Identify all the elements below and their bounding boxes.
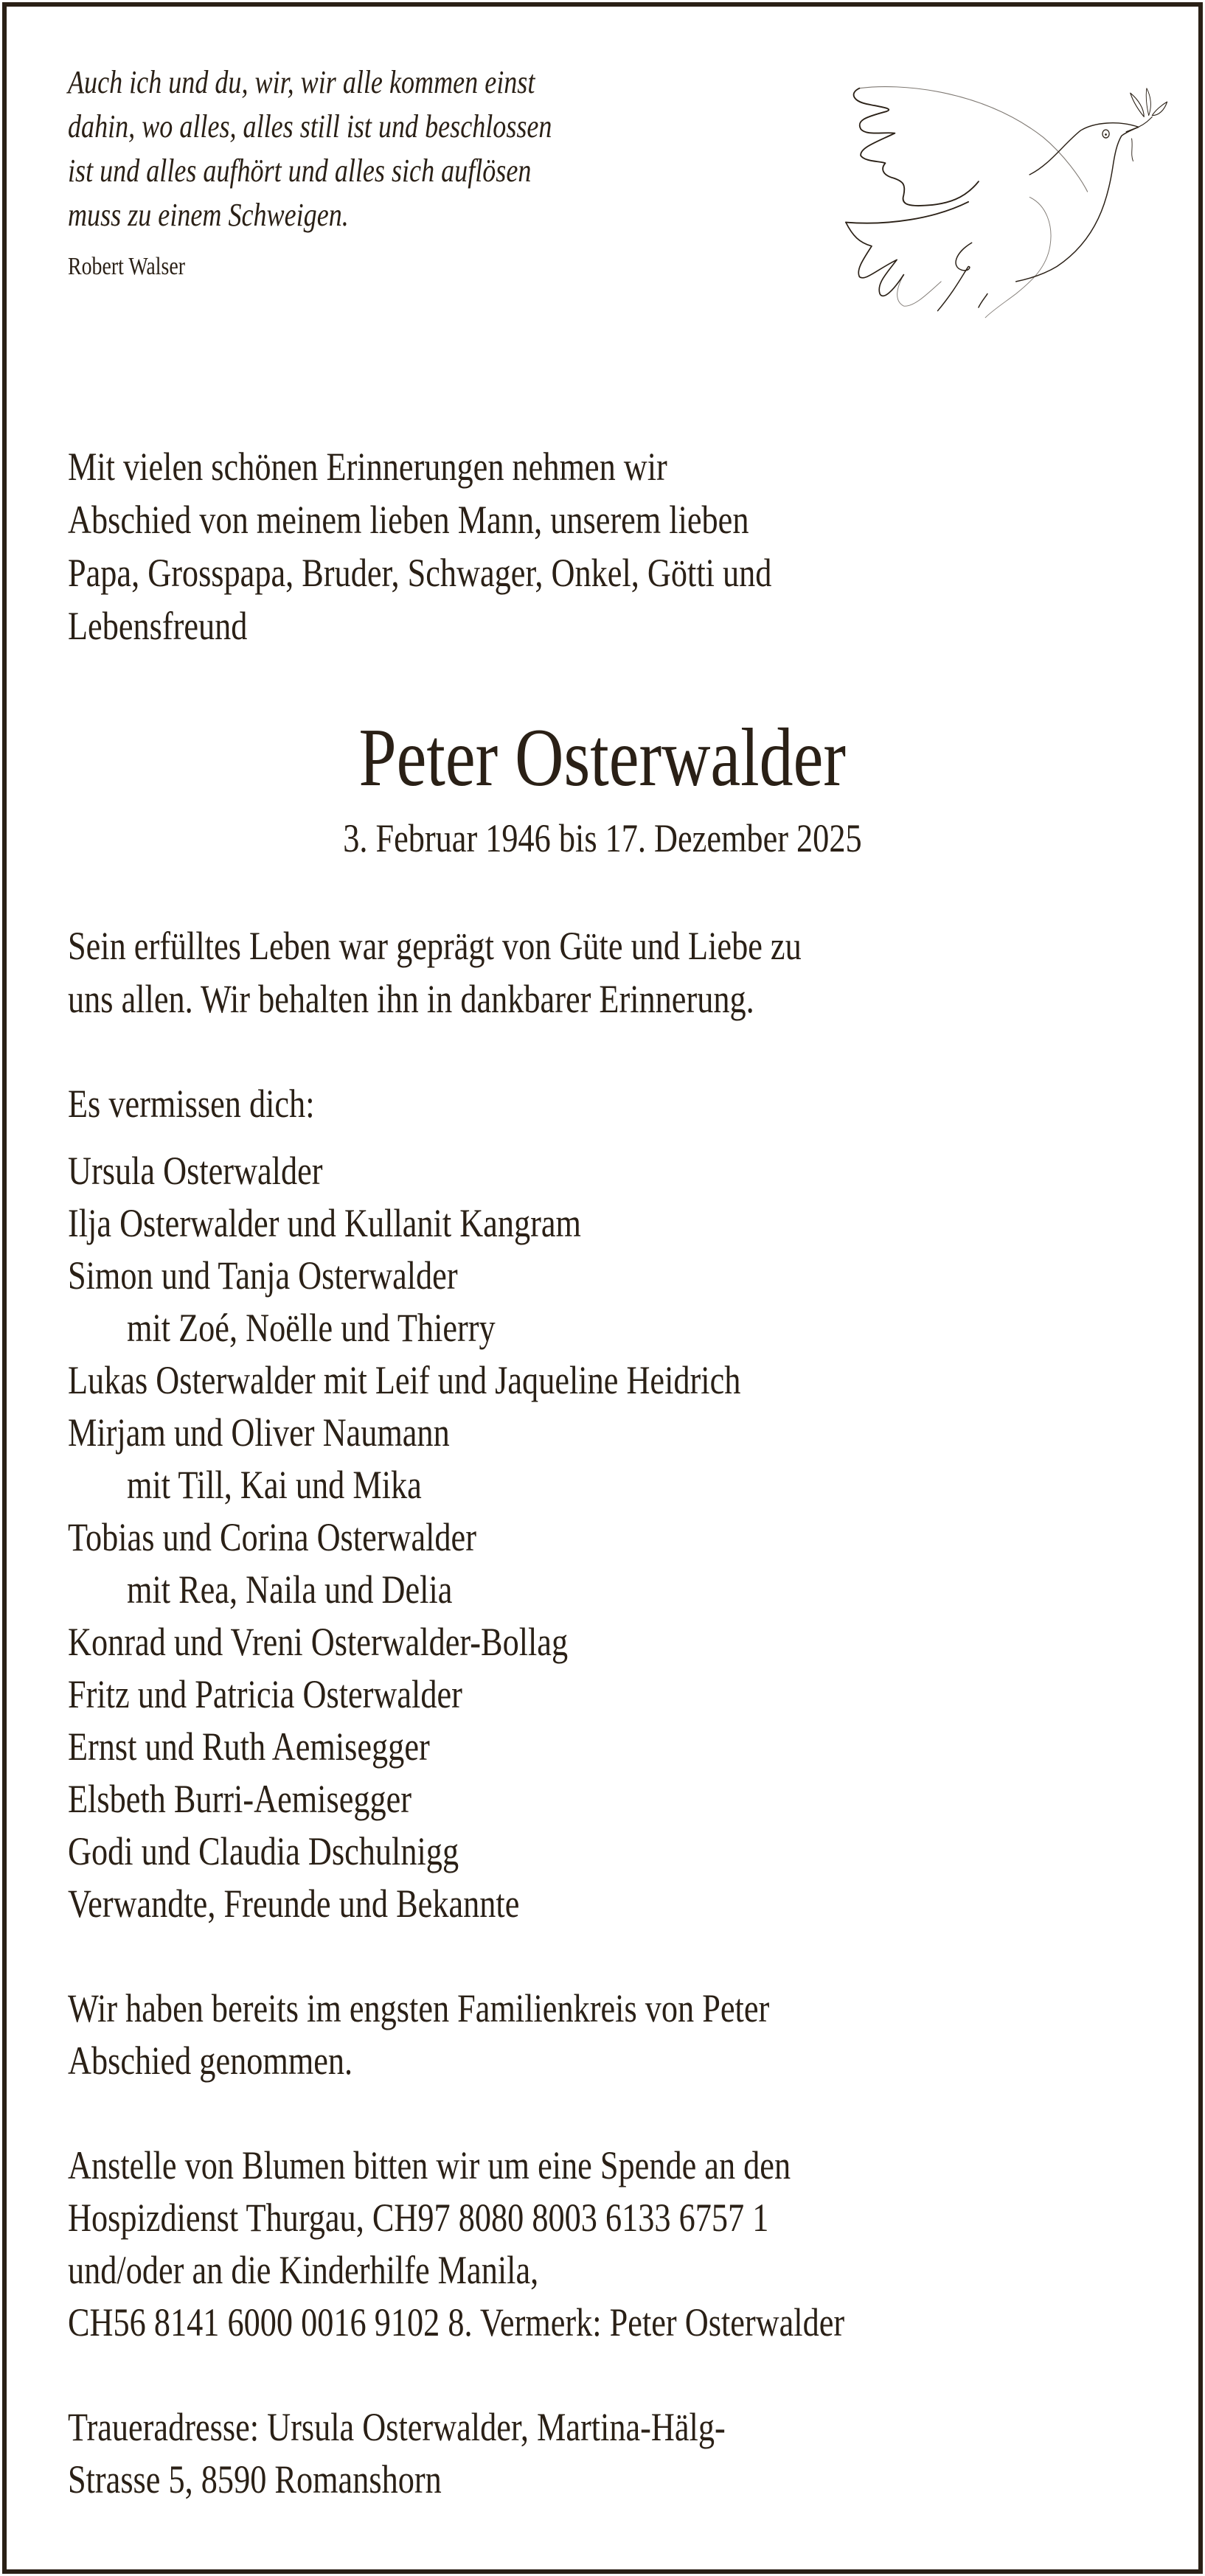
mourner-entry: Godi und Claudia Dschulnigg [68, 1829, 459, 1873]
address-line: Traueradresse: Ursula Osterwalder, Martina-Hälg- [68, 2405, 726, 2449]
mourner-entry: Mirjam und Oliver Naumann [68, 1410, 450, 1455]
donation-line: und/oder an die Kinderhilfe Manila, [68, 2248, 539, 2292]
mourner-entry-children: mit Till, Kai und Mika [127, 1463, 422, 1507]
quote-line: dahin, wo alles, alles still ist und beschlossen [68, 108, 552, 145]
mourner-entry: Simon und Tanja Osterwalder [68, 1253, 458, 1298]
mourner-entry: Ernst und Ruth Aemisegger [68, 1724, 430, 1769]
mourner-entry: Fritz und Patricia Osterwalder [68, 1672, 462, 1716]
mourner-entry: Ursula Osterwalder [68, 1149, 323, 1193]
intro-line: Abschied von meinem lieben Mann, unserem lieben [68, 498, 749, 542]
donation-iban-line: Hospizdienst Thurgau, CH97 8080 8003 6133 6757 1 [68, 2196, 769, 2240]
mourner-entry-children: mit Rea, Naila und Delia [127, 1567, 453, 1612]
mourner-entry: Ilja Osterwalder und Kullanit Kangram [68, 1201, 581, 1245]
life-dates: 3. Februar 1946 bis 17. Dezember 2025 [343, 816, 862, 860]
quote-line: muss zu einem Schweigen. [68, 197, 349, 233]
mourner-entry: Tobias und Corina Osterwalder [68, 1515, 476, 1559]
dove-with-olive-branch-icon [819, 59, 1173, 324]
mourners-heading: Es vermissen dich: [68, 1082, 315, 1126]
intro-line: Lebensfreund [68, 604, 248, 648]
tribute-line: uns allen. Wir behalten ihn in dankbarer Erinnerung. [68, 977, 754, 1021]
mourner-entry-children: mit Zoé, Noëlle und Thierry [127, 1306, 496, 1350]
intro-line: Papa, Grosspapa, Bruder, Schwager, Onkel, Götti und [68, 551, 772, 595]
farewell-line: Abschied genommen. [68, 2039, 353, 2083]
mourner-entry: Verwandte, Freunde und Bekannte [68, 1881, 520, 1926]
quote-author: Robert Walser [68, 253, 186, 280]
intro-line: Mit vielen schönen Erinnerungen nehmen wir [68, 445, 667, 489]
tribute-line: Sein erfülltes Leben war geprägt von Güte und Liebe zu [68, 924, 802, 968]
donation-iban-line: CH56 8141 6000 0016 9102 8. Vermerk: Peter Osterwalder [68, 2300, 845, 2344]
deceased-name: Peter Osterwalder [358, 712, 847, 804]
farewell-line: Wir haben bereits im engsten Familienkreis von Peter [68, 1986, 770, 2030]
quote-line: Auch ich und du, wir, wir alle kommen einst [68, 64, 535, 100]
mourner-entry: Konrad und Vreni Osterwalder-Bollag [68, 1620, 569, 1664]
quote-line: ist und alles aufhört und alles sich auflösen [68, 153, 532, 189]
donation-line: Anstelle von Blumen bitten wir um eine Spende an den [68, 2143, 791, 2187]
mourner-entry: Lukas Osterwalder mit Leif und Jaqueline Heidrich [68, 1358, 741, 1402]
mourner-entry: Elsbeth Burri-Aemisegger [68, 1777, 412, 1821]
address-line: Strasse 5, 8590 Romanshorn [68, 2457, 442, 2502]
